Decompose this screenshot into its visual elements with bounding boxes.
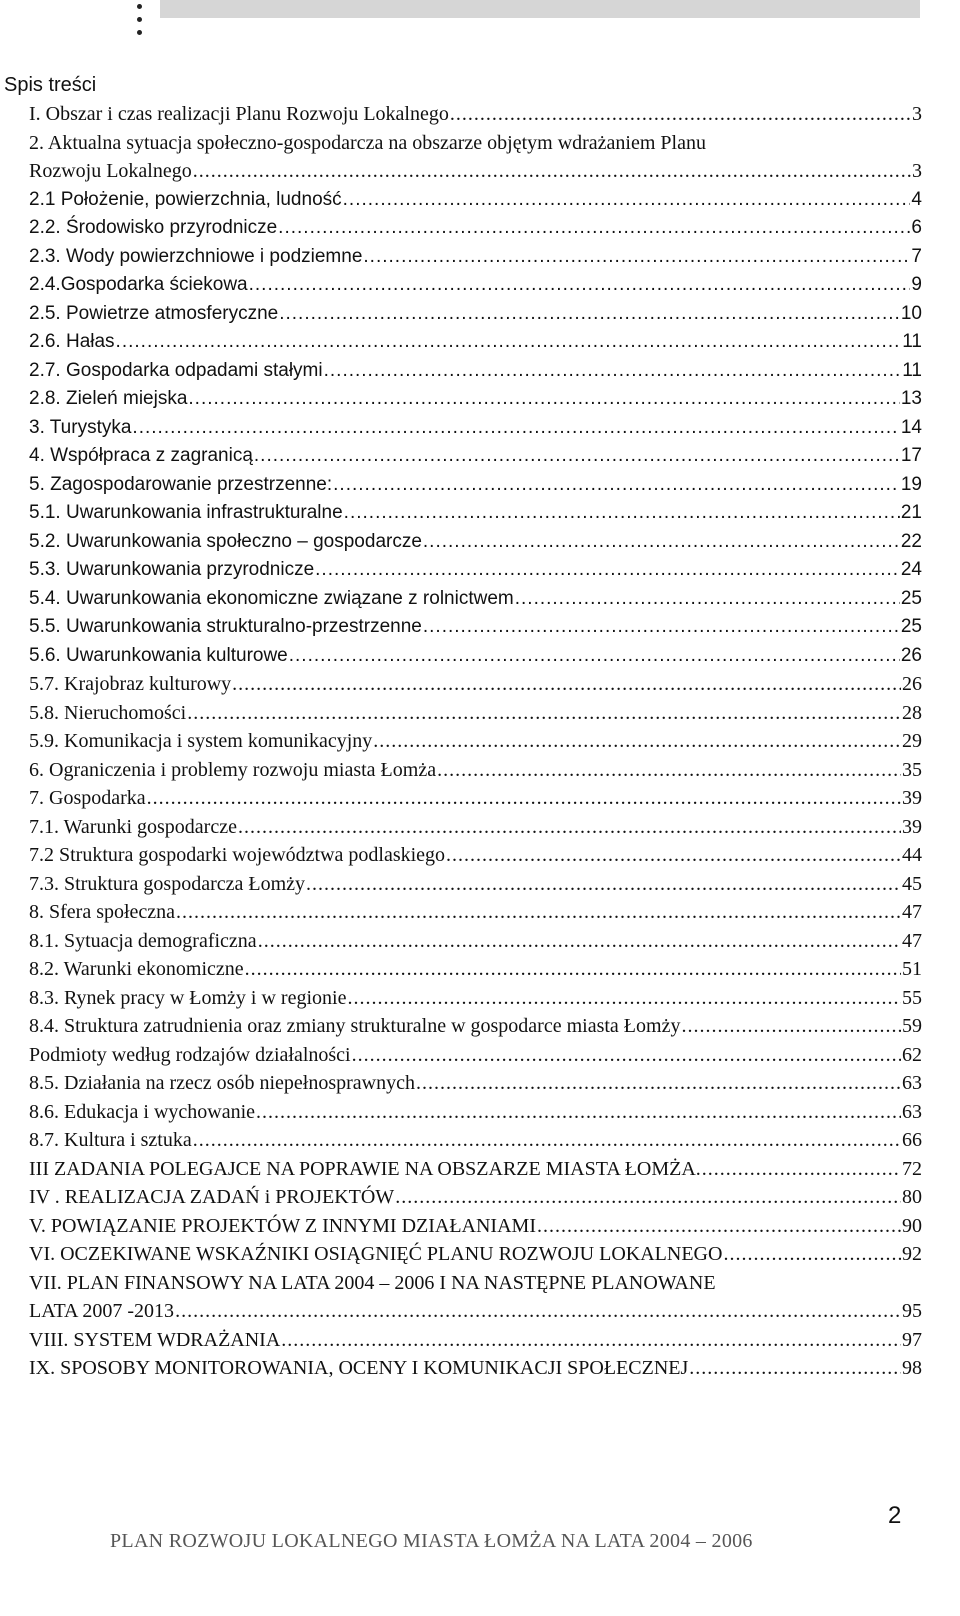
toc-entry-title: 2.6. Hałas xyxy=(29,331,115,352)
toc-entry-page: 9 xyxy=(911,274,922,295)
toc-entry-line xyxy=(29,1297,922,1326)
dot-leader xyxy=(289,642,900,671)
toc-entry[interactable] xyxy=(29,243,922,272)
dot-leader xyxy=(363,243,910,272)
toc-entry[interactable] xyxy=(29,528,922,557)
toc-entry-title: III ZADANIA POLEGAJCE NA POPRAWIE NA OBSZARZE MIASTA ŁOMŻA. xyxy=(29,1157,701,1180)
toc-entry-page: 28 xyxy=(902,701,922,724)
toc-entry-page: 4 xyxy=(911,188,922,210)
toc-entry-title: 8.7. Kultura i sztuka xyxy=(29,1129,192,1151)
toc-entry[interactable] xyxy=(29,271,922,300)
toc-entry[interactable] xyxy=(29,300,922,329)
toc-entry[interactable] xyxy=(29,556,922,585)
dot-leader xyxy=(689,1354,901,1383)
toc-entry-title: IV . REALIZACJA ZADAŃ i PROJEKTÓW xyxy=(29,1186,395,1208)
toc-entry-title: 2.1 Położenie, powierzchnia, ludność xyxy=(29,188,342,210)
dot-leader xyxy=(245,955,901,984)
toc-entry-title: 3. Turystyka xyxy=(29,416,132,438)
toc-entry-page: 6 xyxy=(911,217,922,238)
top-dots-decoration xyxy=(137,4,147,43)
toc-entry-page: 92 xyxy=(902,1243,922,1265)
toc-entry-title: 2. Aktualna sytuacja społeczno-gospodarcza na obszarze objętym wdrażaniem Planu xyxy=(29,131,706,154)
toc-entry-page: 39 xyxy=(902,787,922,809)
toc-entry[interactable] xyxy=(29,870,922,899)
toc-entry-title: VIII. SYSTEM WDRAŻANIA xyxy=(29,1328,281,1351)
dot-leader xyxy=(537,1212,901,1241)
toc-entry-page: 19 xyxy=(900,473,922,495)
dot-leader xyxy=(175,1297,901,1326)
toc-entry[interactable] xyxy=(29,414,922,443)
toc-entry[interactable] xyxy=(29,699,922,728)
table-of-contents xyxy=(29,100,922,1383)
toc-entry-page: 35 xyxy=(902,758,922,781)
dot xyxy=(137,30,142,35)
toc-entry-line xyxy=(29,157,922,186)
toc-entry-title: 5.2. Uwarunkowania społeczno – gospodarcze xyxy=(29,530,422,552)
toc-entry-page: 95 xyxy=(902,1300,922,1322)
toc-entry[interactable] xyxy=(29,1183,922,1212)
toc-entry-page: 66 xyxy=(902,1129,922,1151)
toc-entry[interactable] xyxy=(29,1269,922,1326)
dot-leader xyxy=(132,414,899,443)
toc-entry-title: 7.3. Struktura gospodarcza Łomży xyxy=(29,872,306,895)
toc-entry[interactable] xyxy=(29,613,922,642)
toc-entry-page: 59 xyxy=(902,1015,922,1037)
toc-entry-title: IX. SPOSOBY MONITOROWANIA, OCENY I KOMUNIKACJI SPOŁECZNEJ xyxy=(29,1357,689,1379)
toc-entry-page: 90 xyxy=(902,1214,922,1237)
dot-leader xyxy=(258,927,901,956)
dot-leader xyxy=(279,300,900,329)
dot-leader xyxy=(723,1240,901,1269)
toc-entry-page: 29 xyxy=(902,730,922,752)
toc-entry-page: 3 xyxy=(912,160,922,182)
toc-entry-page: 14 xyxy=(900,416,922,438)
toc-entry-title: 2.8. Zieleń miejska xyxy=(29,388,188,409)
toc-entry[interactable] xyxy=(29,898,922,927)
toc-entry[interactable] xyxy=(29,1155,922,1184)
dot-leader xyxy=(232,670,901,699)
toc-entry[interactable] xyxy=(29,670,922,699)
toc-entry[interactable] xyxy=(29,214,922,243)
dot-leader xyxy=(278,214,910,243)
toc-entry-page: 72 xyxy=(902,1157,922,1180)
toc-entry-title: 7.1. Warunki gospodarcze xyxy=(29,815,237,838)
toc-entry[interactable] xyxy=(29,186,922,215)
toc-entry-page: 7 xyxy=(911,245,922,267)
toc-entry-page: 21 xyxy=(900,502,922,523)
toc-entry-page: 51 xyxy=(902,958,922,980)
toc-entry-page: 10 xyxy=(900,302,922,324)
dot xyxy=(137,17,142,22)
toc-entry-title: Podmioty według rodzajów działalności xyxy=(29,1043,351,1066)
toc-entry[interactable] xyxy=(29,357,922,386)
toc-entry-title: 8.3. Rynek pracy w Łomży i w regionie xyxy=(29,986,347,1009)
toc-entry[interactable] xyxy=(29,955,922,984)
toc-entry[interactable] xyxy=(29,1326,922,1355)
toc-entry[interactable] xyxy=(29,727,922,756)
dot-leader xyxy=(333,471,900,500)
toc-entry-title: V. POWIĄZANIE PROJEKTÓW Z INNYMI DZIAŁANIAMI xyxy=(29,1214,536,1237)
dot-leader xyxy=(324,357,902,386)
toc-entry-page: 47 xyxy=(902,929,922,952)
dot-leader xyxy=(352,1041,901,1070)
toc-entry-page: 47 xyxy=(902,901,922,923)
toc-entry[interactable] xyxy=(29,984,922,1013)
toc-entry-title: VI. OCZEKIWANE WSKAŹNIKI OSIĄGNIĘĆ PLANU ROZWOJU LOKALNEGO xyxy=(29,1243,723,1265)
toc-entry-page: 22 xyxy=(900,530,922,552)
dot-leader xyxy=(343,186,911,215)
dot-leader xyxy=(147,784,901,813)
dot-leader xyxy=(176,898,901,927)
toc-entry[interactable] xyxy=(29,784,922,813)
dot-leader xyxy=(437,756,901,785)
toc-entry[interactable] xyxy=(29,756,922,785)
toc-entry-title: 6. Ograniczenia i problemy rozwoju miasta Łomża xyxy=(29,758,437,781)
toc-entry-page: 98 xyxy=(902,1357,922,1379)
toc-entry-title: 5.9. Komunikacja i system komunikacyjny xyxy=(29,730,373,752)
toc-entry[interactable] xyxy=(29,927,922,956)
toc-entry[interactable] xyxy=(29,813,922,842)
toc-entry-title: 5.7. Krajobraz kulturowy xyxy=(29,673,232,695)
dot-leader xyxy=(256,1098,901,1127)
dot-leader xyxy=(423,528,900,557)
toc-entry-page: 17 xyxy=(900,445,922,466)
dot-leader xyxy=(187,699,901,728)
toc-entry[interactable] xyxy=(29,129,922,186)
toc-entry-page: 97 xyxy=(902,1328,922,1351)
dot-leader xyxy=(249,271,911,300)
toc-heading: Spis treści xyxy=(4,74,97,96)
toc-entry[interactable] xyxy=(29,100,922,129)
dot xyxy=(137,4,142,9)
dot-leader xyxy=(702,1155,901,1184)
toc-entry-page: 55 xyxy=(902,986,922,1009)
toc-entry[interactable] xyxy=(29,1012,922,1041)
dot-leader xyxy=(188,385,899,414)
toc-entry-title-cont: LATA 2007 -2013 xyxy=(29,1300,175,1322)
dot-leader xyxy=(238,813,901,842)
toc-entry-page: 63 xyxy=(902,1100,922,1123)
dot-leader xyxy=(373,727,901,756)
dot-leader xyxy=(347,984,901,1013)
toc-entry-title: 4. Współpraca z zagranicą xyxy=(29,445,253,466)
page-number: 2 xyxy=(888,1502,902,1529)
footer-title: PLAN ROZWOJU LOKALNEGO MIASTA ŁOMŻA NA LATA 2004 – 2006 xyxy=(110,1530,753,1552)
toc-entry-title: 2.5. Powietrze atmosferyczne xyxy=(29,302,279,324)
toc-entry-title: VII. PLAN FINANSOWY NA LATA 2004 – 2006 I NA NASTĘPNE PLANOWANE xyxy=(29,1271,716,1294)
toc-entry-title: 5.4. Uwarunkowania ekonomiczne związane z rolnictwem xyxy=(29,587,514,609)
toc-entry-page: 39 xyxy=(902,815,922,838)
toc-entry-page: 45 xyxy=(902,872,922,895)
toc-entry-page: 25 xyxy=(900,587,922,609)
toc-entry[interactable] xyxy=(29,1354,922,1383)
toc-entry-title: 8.2. Warunki ekonomiczne xyxy=(29,958,244,980)
toc-entry[interactable] xyxy=(29,385,922,414)
dot-leader xyxy=(254,442,900,471)
toc-entry[interactable] xyxy=(29,442,922,471)
toc-entry-page: 80 xyxy=(902,1186,922,1208)
toc-entry-page: 63 xyxy=(902,1072,922,1094)
toc-entry[interactable] xyxy=(29,585,922,614)
toc-entry-title: 5.1. Uwarunkowania infrastrukturalne xyxy=(29,502,343,523)
toc-entry-page: 26 xyxy=(902,673,922,695)
toc-entry-page: 24 xyxy=(900,559,922,580)
dot-leader xyxy=(281,1326,901,1355)
header-bar xyxy=(160,0,920,18)
toc-entry-title: 5.8. Nieruchomości xyxy=(29,701,187,724)
dot-leader xyxy=(116,328,902,357)
toc-entry-title: 8.4. Struktura zatrudnienia oraz zmiany strukturalne w gospodarce miasta Łomży xyxy=(29,1015,681,1037)
toc-entry-title: I. Obszar i czas realizacji Planu Rozwoju Lokalnego xyxy=(29,103,449,125)
toc-entry[interactable] xyxy=(29,642,922,671)
dot-leader xyxy=(681,1012,901,1041)
toc-entry-title: 2.2. Środowisko przyrodnicze xyxy=(29,217,278,238)
toc-entry-page: 11 xyxy=(902,331,922,352)
dot-leader xyxy=(446,841,901,870)
toc-entry[interactable] xyxy=(29,1212,922,1241)
dot-leader xyxy=(306,870,901,899)
toc-entry-title: 8.5. Działania na rzecz osób niepełnosprawnych xyxy=(29,1072,415,1094)
toc-entry[interactable] xyxy=(29,1126,922,1155)
toc-entry[interactable] xyxy=(29,1041,922,1070)
toc-entry-title: 5.3. Uwarunkowania przyrodnicze xyxy=(29,559,315,580)
toc-entry[interactable] xyxy=(29,499,922,528)
toc-entry-title: 8. Sfera społeczna xyxy=(29,901,176,923)
toc-entry-title: 2.7. Gospodarka odpadami stałymi xyxy=(29,359,323,381)
toc-entry[interactable] xyxy=(29,471,922,500)
toc-entry[interactable] xyxy=(29,328,922,357)
toc-entry-page: 44 xyxy=(902,844,922,866)
toc-entry-title: 2.3. Wody powierzchniowe i podziemne xyxy=(29,245,363,267)
dot-leader xyxy=(315,556,900,585)
dot-leader xyxy=(416,1069,901,1098)
toc-entry-title-cont: Rozwoju Lokalnego xyxy=(29,160,192,182)
toc-entry-page: 11 xyxy=(902,359,922,381)
dot-leader xyxy=(193,157,911,186)
toc-entry-title: 8.6. Edukacja i wychowanie xyxy=(29,1100,256,1123)
toc-entry[interactable] xyxy=(29,841,922,870)
toc-entry[interactable] xyxy=(29,1098,922,1127)
dot-leader xyxy=(193,1126,901,1155)
toc-entry[interactable] xyxy=(29,1240,922,1269)
toc-entry-title: 5. Zagospodarowanie przestrzenne: xyxy=(29,473,333,495)
toc-entry-page: 62 xyxy=(902,1043,922,1066)
dot-leader xyxy=(450,100,911,129)
dot-leader xyxy=(515,585,900,614)
dot-leader xyxy=(344,499,900,528)
toc-entry-title: 8.1. Sytuacja demograficzna xyxy=(29,929,257,952)
toc-entry[interactable] xyxy=(29,1069,922,1098)
toc-entry-title: 7. Gospodarka xyxy=(29,787,146,809)
toc-entry-title: 2.4.Gospodarka ściekowa xyxy=(29,274,248,295)
toc-entry-page: 26 xyxy=(900,644,922,666)
dot-leader xyxy=(423,613,900,642)
dot-leader xyxy=(395,1183,901,1212)
toc-entry-title: 7.2 Struktura gospodarki województwa podlaskiego xyxy=(29,844,446,866)
toc-entry-page: 13 xyxy=(900,388,922,409)
toc-entry-title: 5.5. Uwarunkowania strukturalno-przestrzenne xyxy=(29,616,422,637)
toc-entry-title: 5.6. Uwarunkowania kulturowe xyxy=(29,644,288,666)
toc-entry-page: 3 xyxy=(912,103,922,125)
toc-entry-page: 25 xyxy=(900,616,922,637)
